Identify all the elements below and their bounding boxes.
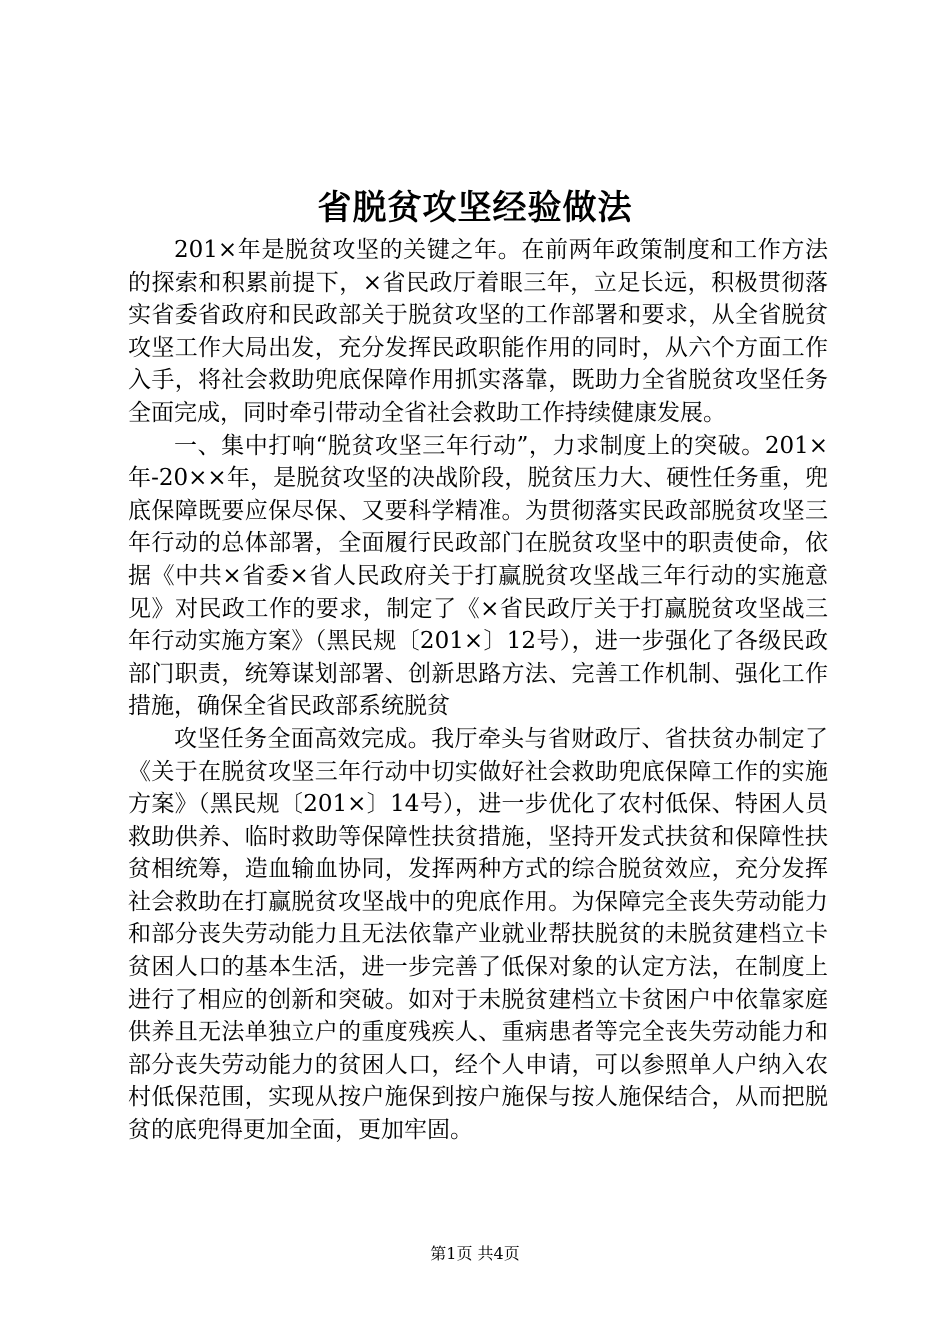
document-body [128, 234, 828, 1147]
paragraph-section-one: 一、集中打响“脱贫攻坚三年行动”，力求制度上的突破。201×年-20××年，是脱贫攻坚的决战阶段，脱贫压力大、硬性任务重，兜底保障既要应保尽保、又要科学精准。为贯彻落实民政部脱贫攻坚三年行动的总体部署，全面履行民政部门在脱贫攻坚中的职责使命，依据《中共×省委×省人民政府关于打赢脱贫攻坚战三年行动的实施意见》对民政工作的要求，制定了《×省民政厅关于打赢脱贫攻坚战三年行动实施方案》（黑民规〔201×〕12号），进一步强化了各级民政部门职责，统筹谋划部署、创新思路方法、完善工作机制、强化工作措施，确保全省民政部系统脱贫 [128, 432, 828, 720]
paragraph-intro: 201×年是脱贫攻坚的关键之年。在前两年政策制度和工作方法的探索和积累前提下，×省民政厅着眼三年，立足长远，积极贯彻落实省委省政府和民政部关于脱贫攻坚的工作部署和要求，从全省脱贫攻坚工作大局出发，充分发挥民政职能作用的同时，从六个方面工作入手，将社会救助兜底保障作用抓实落靠，既助力全省脱贫攻坚任务全面完成，同时牵引带动全省社会救助工作持续健康发展。 [128, 237, 828, 426]
document-title: 省脱贫攻坚经验做法 [317, 188, 633, 228]
page-footer: 第1页 共4页 [430, 1244, 520, 1263]
paragraph-section-one-continued: 攻坚任务全面高效完成。我厅牵头与省财政厅、省扶贫办制定了《关于在脱贫攻坚三年行动中切实做好社会救助兜底保障工作的实施方案》（黑民规〔201×〕14号），进一步优化了农村低保、特困人员救助供养、临时救助等保障性扶贫措施，坚持开发式扶贫和保障性扶贫相统筹，造血输血协同，发挥两种方式的综合脱贫效应，充分发挥社会救助在打赢脱贫攻坚战中的兜底作用。为保障完全丧失劳动能力和部分丧失劳动能力且无法依靠产业就业帮扶脱贫的未脱贫建档立卡贫困人口的基本生活，进一步完善了低保对象的认定方法，在制度上进行了相应的创新和突破。如对于未脱贫建档立卡贫困户中依靠家庭供养且无法单独立户的重度残疾人、重病患者等完全丧失劳动能力和部分丧失劳动能力的贫困人口，经个人申请，可以参照单人户纳入农村低保范围，实现从按户施保到按户施保与按人施保结合，从而把脱贫的底兜得更加全面，更加牢固。 [128, 725, 828, 1144]
